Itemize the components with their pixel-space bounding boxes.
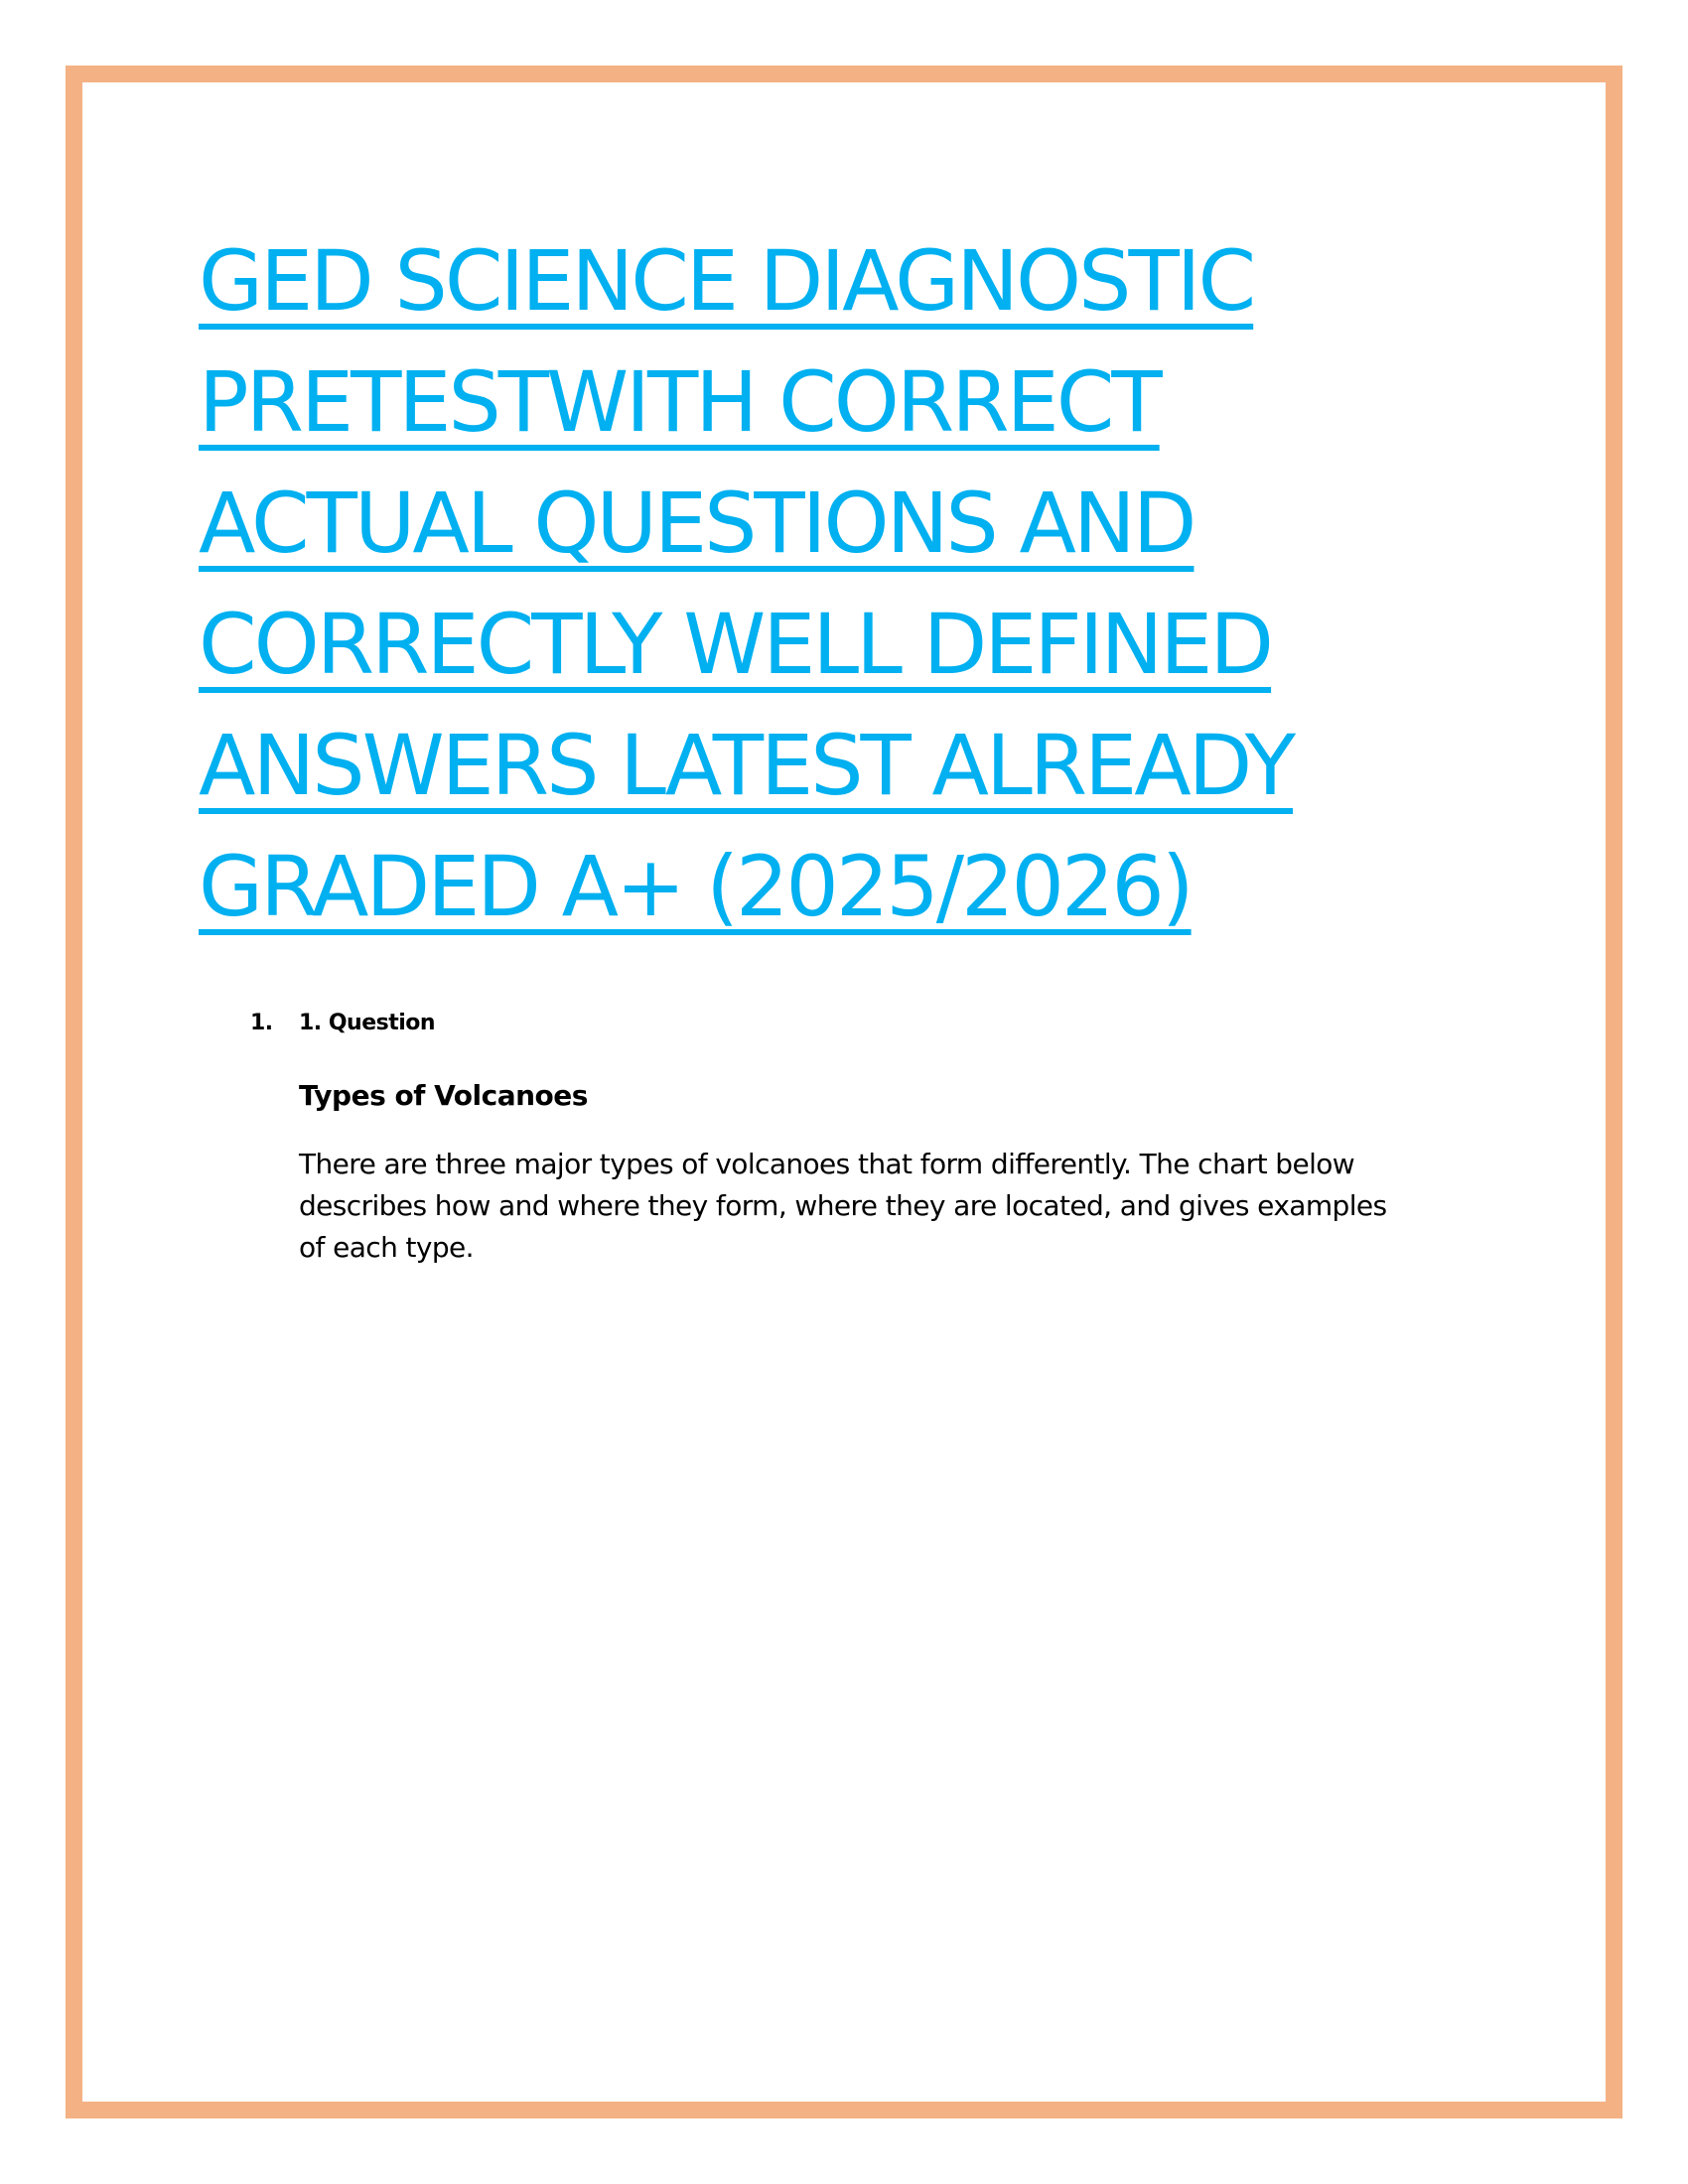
question-body	[299, 1079, 1541, 1269]
question-text: There are three major types of volcanoes that form differently. The chart below describes how and where they form, where they are located, and gives examples of each type.	[299, 1148, 1387, 1264]
title-line: ANSWERS LATEST ALREADY	[199, 717, 1294, 814]
title-line: GED SCIENCE DIAGNOSTIC	[199, 232, 1254, 330]
list-number: 1.	[250, 1011, 273, 1035]
question-label: 1. Question	[299, 1011, 436, 1035]
title-line: ACTUAL QUESTIONS AND	[199, 475, 1195, 572]
question-item	[250, 1011, 1541, 1269]
question-list	[250, 1011, 1541, 1269]
question-header	[250, 1011, 1541, 1035]
title-line: GRADED A+ (2025/2026)	[199, 838, 1192, 935]
document-title[interactable]	[199, 220, 1390, 947]
question-heading: Types of Volcanoes	[299, 1079, 588, 1112]
title-line: CORRECTLY WELL DEFINED	[199, 596, 1272, 693]
title-line: PRETESTWITH CORRECT	[199, 353, 1160, 451]
